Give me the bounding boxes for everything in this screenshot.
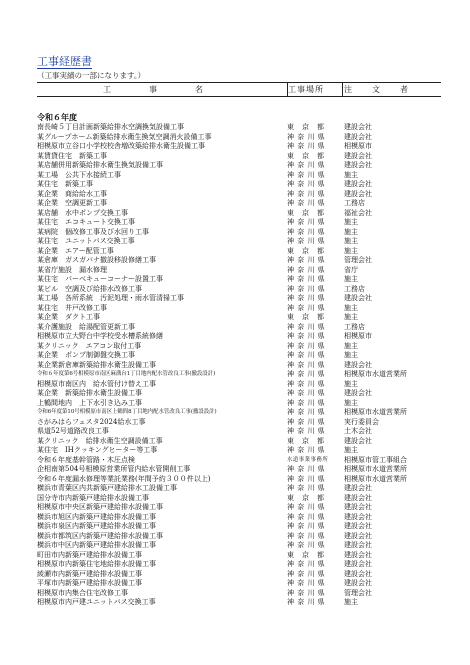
project-client: 建設会社 (344, 550, 372, 559)
project-location: 神 奈 川 県 (287, 351, 326, 359)
header-divider (342, 83, 343, 96)
project-location: 東 京 都 (287, 151, 325, 160)
project-client: 建設会社 (344, 294, 372, 302)
project-name: 某住宅 ユニットバス交換工事 (37, 237, 135, 245)
project-row (37, 551, 441, 561)
project-client: 施主 (344, 313, 358, 321)
project-location: 水道事業事務所 (287, 456, 329, 463)
project-name: 某店舗 水中ポンプ交換工事 (37, 208, 128, 217)
project-row (37, 332, 441, 342)
project-list (37, 123, 441, 608)
project-client: 建設会社 (344, 360, 372, 369)
project-name: 某企業 ポンプ制御盤交換工事 (37, 351, 135, 359)
project-row (37, 484, 441, 494)
project-name: 某企業 商給給水工事 (37, 189, 107, 198)
project-client: 相模原市管工事組合 (344, 455, 407, 464)
project-client: 相模原市 (344, 332, 372, 340)
project-location: 神 奈 川 県 (287, 531, 326, 540)
project-name: 横浜市旭区内新築戸建給排水設備工事 (37, 512, 156, 521)
project-row (37, 427, 441, 437)
project-location: 神 奈 川 県 (287, 427, 326, 435)
project-location: 神 奈 川 県 (287, 275, 326, 283)
project-row (37, 589, 441, 599)
project-location: 神 奈 川 県 (287, 474, 326, 483)
project-location: 東 京 都 (287, 246, 325, 255)
project-name: 某住宅 新築工事 (37, 180, 93, 188)
header-name: 工事名 (103, 85, 241, 94)
project-location: 神 奈 川 県 (287, 398, 326, 407)
project-row (37, 456, 441, 466)
project-location: 神 奈 川 県 (287, 256, 326, 264)
project-row (37, 399, 441, 409)
project-row (37, 418, 441, 428)
project-name: さがみはらフェスタ2024給水工事 (37, 417, 146, 426)
project-name: 某企業 新築給排水衛生設備工事 (37, 389, 142, 397)
project-location: 神 奈 川 県 (287, 199, 326, 207)
project-client: 管理会社 (344, 256, 372, 264)
project-location: 神 奈 川 県 (287, 332, 326, 340)
project-client: 建設会社 (344, 493, 372, 502)
project-client: 省庁 (344, 265, 358, 274)
project-row (37, 228, 441, 238)
project-row (37, 351, 441, 361)
project-name: 国分寺市内新築戸建給排水設備工事 (37, 493, 149, 502)
project-row (37, 437, 441, 447)
project-location: 神 奈 川 県 (287, 189, 326, 198)
project-client: 建設会社 (344, 560, 372, 568)
header-location: 工事場所 (288, 85, 324, 94)
project-location: 神 奈 川 県 (287, 579, 326, 587)
project-location: 神 奈 川 県 (287, 417, 326, 426)
project-name: 某店舗併用新築給排水衛生換気設備工事 (37, 161, 163, 169)
project-client: 建設会社 (344, 161, 372, 169)
project-row (37, 503, 441, 513)
project-name: 某省庁施設 漏水修理 (37, 265, 107, 274)
project-client: 福祉会社 (344, 208, 372, 217)
project-name: 某介護施設 給湯配管更新工事 (37, 322, 135, 331)
project-client: 管理会社 (344, 588, 372, 597)
project-row (37, 294, 441, 304)
project-row (37, 142, 441, 152)
project-name: 綾瀬市内新築戸建給排水設備工事 (37, 569, 142, 578)
project-name: 県道52号道路改良工事 (37, 427, 109, 435)
project-row (37, 370, 441, 380)
project-row (37, 361, 441, 371)
project-name: 某病院 個改修工事及び水回り工事 (37, 227, 149, 236)
project-row (37, 266, 441, 276)
project-location: 神 奈 川 県 (287, 360, 326, 369)
project-name: 企相南第504号相模原営業所管内給水管開削工事 (37, 465, 191, 473)
project-client: 工務店 (344, 284, 365, 293)
project-location: 神 奈 川 県 (287, 465, 326, 473)
project-client: 実行委員会 (344, 417, 379, 426)
project-location: 神 奈 川 県 (287, 284, 326, 293)
project-client: 施主 (344, 379, 358, 388)
project-name: 相模原市中央区新築戸建給排水設備工事 (37, 503, 163, 511)
project-name: 某企業 空調更新工事 (37, 199, 107, 207)
project-name: 相模原市立大野台中学校受水槽系統修繕 (37, 332, 163, 340)
project-client: 施主 (344, 303, 358, 312)
project-client: 建設会社 (344, 151, 372, 160)
project-location: 東 京 都 (287, 436, 325, 445)
project-row (37, 304, 441, 314)
project-name: 相模原市南区内 給水管付け替え工事 (37, 379, 156, 388)
project-location: 神 奈 川 県 (287, 341, 326, 350)
project-client: 建設会社 (344, 522, 372, 530)
project-name: 横浜市都筑区内新築戸建給排水設備工事 (37, 531, 163, 540)
project-row (37, 247, 441, 257)
project-name: 某グループホーム新築給排水衛生換気空調消火設備工事 (37, 132, 212, 141)
project-location: 神 奈 川 県 (287, 408, 326, 416)
project-name: 平塚市内新築戸建給排水設備工事 (37, 579, 142, 587)
project-client: 建設会社 (344, 541, 372, 549)
project-row (37, 123, 441, 133)
page-subtitle: （工事実績の一部になります。） (37, 71, 146, 80)
project-location: 神 奈 川 県 (287, 522, 326, 530)
project-row (37, 342, 441, 352)
project-name: 某ビル 空調及び給排水改修工事 (37, 284, 142, 293)
project-name: 上鶴間地内 上下水引き込み工事 (37, 398, 142, 407)
project-location: 神 奈 川 県 (287, 389, 326, 397)
project-location: 神 奈 川 県 (287, 142, 326, 150)
project-name: 某クリニック エアコン取付工事 (37, 341, 142, 350)
project-row (37, 152, 441, 162)
project-client: 施主 (344, 341, 358, 350)
project-name: 某住宅 井戸改修工事 (37, 303, 107, 312)
project-client: 施主 (344, 275, 358, 283)
project-row (37, 579, 441, 589)
project-client: 施主 (344, 246, 358, 255)
project-location: 東 京 都 (287, 313, 325, 321)
project-name: 某工場 公共下水接続工事 (37, 170, 121, 179)
project-name: 横浜市中区内新築戸建給排水設備工事 (37, 541, 156, 549)
project-row (37, 190, 441, 200)
project-client: 建設会社 (344, 436, 372, 445)
project-row (37, 199, 441, 209)
project-location: 神 奈 川 県 (287, 265, 326, 274)
project-name: 令和６年度漏水修理等業託業務(年間予約３００件以上) (37, 474, 211, 483)
project-name: 某倉庫 ガスガバナ撤設移設修繕工事 (37, 256, 156, 264)
project-location: 神 奈 川 県 (287, 598, 326, 606)
project-row (37, 408, 441, 418)
project-location: 神 奈 川 県 (287, 446, 326, 454)
project-row (37, 532, 441, 542)
project-client: 建設会社 (344, 512, 372, 521)
project-client: 施主 (344, 351, 358, 359)
project-name: 某クリニック 給排水衛生空調設備工事 (37, 436, 163, 445)
project-client: 相模原市水道営業所 (344, 465, 407, 473)
project-client: 建設会社 (344, 579, 372, 587)
project-location: 神 奈 川 県 (287, 303, 326, 312)
project-location: 神 奈 川 県 (287, 503, 326, 511)
project-row (37, 513, 441, 523)
project-client: 建設会社 (344, 531, 372, 540)
project-row (37, 133, 441, 143)
project-client: 相模原市水道営業所 (344, 370, 407, 378)
project-client: 工務店 (344, 322, 365, 331)
project-name: 某住宅 IHクッキングヒーター等工事 (37, 446, 158, 454)
project-location: 神 奈 川 県 (287, 370, 326, 378)
project-location: 東 京 都 (287, 550, 325, 559)
project-name: 相模原市内集合住宅改修工事 (37, 588, 128, 597)
project-name: 某住宅 エコキュート交換工事 (37, 218, 135, 226)
project-name: 某賃貸住宅 新築工事 (37, 151, 107, 160)
project-client: 相模原市水道営業所 (344, 474, 407, 483)
project-row (37, 560, 441, 570)
project-client: 施主 (344, 237, 358, 245)
project-location: 神 奈 川 県 (287, 218, 326, 226)
project-client: 相模原市水道営業所 (344, 408, 407, 416)
project-location: 神 奈 川 県 (287, 588, 326, 597)
project-name: 某企業 ダクト工事 (37, 313, 100, 321)
project-location: 神 奈 川 県 (287, 132, 326, 141)
project-row (37, 161, 441, 171)
project-row (37, 380, 441, 390)
header-client: 注文者 (344, 85, 428, 94)
project-row (37, 389, 441, 399)
project-location: 神 奈 川 県 (287, 379, 326, 388)
project-row (37, 522, 441, 532)
project-name: 横浜市青葉区内共新築戸建給排水工設備工事 (37, 484, 177, 492)
project-row (37, 323, 441, 333)
project-client: 建設会社 (344, 503, 372, 511)
project-name: 町田市内新築戸建給排水設備工事 (37, 550, 142, 559)
project-client: 建設会社 (344, 189, 372, 198)
project-name: 南長崎５丁目計画新築給排水空調換気設備工事 (37, 123, 184, 131)
project-location: 東 京 都 (287, 493, 325, 502)
project-location: 神 奈 川 県 (287, 322, 326, 331)
project-client: 施主 (344, 170, 358, 179)
project-location: 東 京 都 (287, 123, 325, 131)
project-row (37, 209, 441, 219)
project-client: 相模原市 (344, 142, 372, 150)
project-name: 令和６年度第6号相模原市南区麻溝台1丁目地内配水管改良工事(撤設設計) (37, 371, 216, 377)
project-row (37, 598, 441, 608)
project-name: 相模原市内戸建ユニットバス交換工事 (37, 598, 156, 606)
project-name: 相模原市内新築住宅地給排水設備工事 (37, 560, 156, 568)
project-client: 建設会社 (344, 569, 372, 578)
project-client: 建設会社 (344, 180, 372, 188)
project-location: 神 奈 川 県 (287, 180, 326, 188)
table-header (37, 82, 441, 97)
project-name: 令和6年度第10号相模原市南区上鶴間8丁目地内配水管改良工事(撤設設計) (37, 409, 217, 415)
project-location: 神 奈 川 県 (287, 161, 326, 169)
project-client: 建設会社 (344, 123, 372, 131)
project-client: 施主 (344, 218, 358, 226)
project-client: 施主 (344, 398, 358, 407)
project-row (37, 465, 441, 475)
project-location: 神 奈 川 県 (287, 541, 326, 549)
project-location: 神 奈 川 県 (287, 227, 326, 236)
project-location: 神 奈 川 県 (287, 237, 326, 245)
page-title: 工事経歴書 (37, 55, 92, 68)
project-location: 神 奈 川 県 (287, 294, 326, 302)
section-heading: 令和６年度 (37, 112, 77, 122)
project-client: 建設会社 (344, 484, 372, 492)
project-client: 工務店 (344, 199, 365, 207)
project-row (37, 475, 441, 485)
project-client: 建設会社 (344, 132, 372, 141)
project-client: 土木会社 (344, 427, 372, 435)
project-client: 施主 (344, 227, 358, 236)
project-row (37, 171, 441, 181)
project-location: 神 奈 川 県 (287, 569, 326, 578)
project-row (37, 218, 441, 228)
project-row (37, 180, 441, 190)
project-row (37, 275, 441, 285)
project-location: 東 京 都 (287, 208, 325, 217)
project-name: 某企業新倉庫新築給排水衛生設備工事 (37, 360, 156, 369)
project-location: 神 奈 川 県 (287, 170, 326, 179)
project-location: 神 奈 川 県 (287, 484, 326, 492)
project-row (37, 541, 441, 551)
project-row (37, 446, 441, 456)
project-name: 相模原市立谷口小学校校舎増改築給排水衛生設備工事 (37, 142, 205, 150)
project-location: 神 奈 川 県 (287, 512, 326, 521)
project-row (37, 494, 441, 504)
project-name: 某企業 エアー配管工事 (37, 246, 114, 255)
project-row (37, 570, 441, 580)
project-location: 神 奈 川 県 (287, 560, 326, 568)
project-client: 施主 (344, 598, 358, 606)
project-client: 建設会社 (344, 389, 372, 397)
project-name: 令和６年度基幹管路・木圧点検 (37, 455, 135, 464)
project-row (37, 237, 441, 247)
project-name: 横浜市泉区内新築戸建給排水設備工事 (37, 522, 156, 530)
project-name: 某住宅 パーベキューコーナー設置工事 (37, 275, 163, 283)
project-client: 施主 (344, 446, 358, 454)
project-row (37, 313, 441, 323)
project-row (37, 256, 441, 266)
project-row (37, 285, 441, 295)
project-name: 某工場 各所系統 汚泥処理・雨水管清掃工事 (37, 294, 184, 302)
